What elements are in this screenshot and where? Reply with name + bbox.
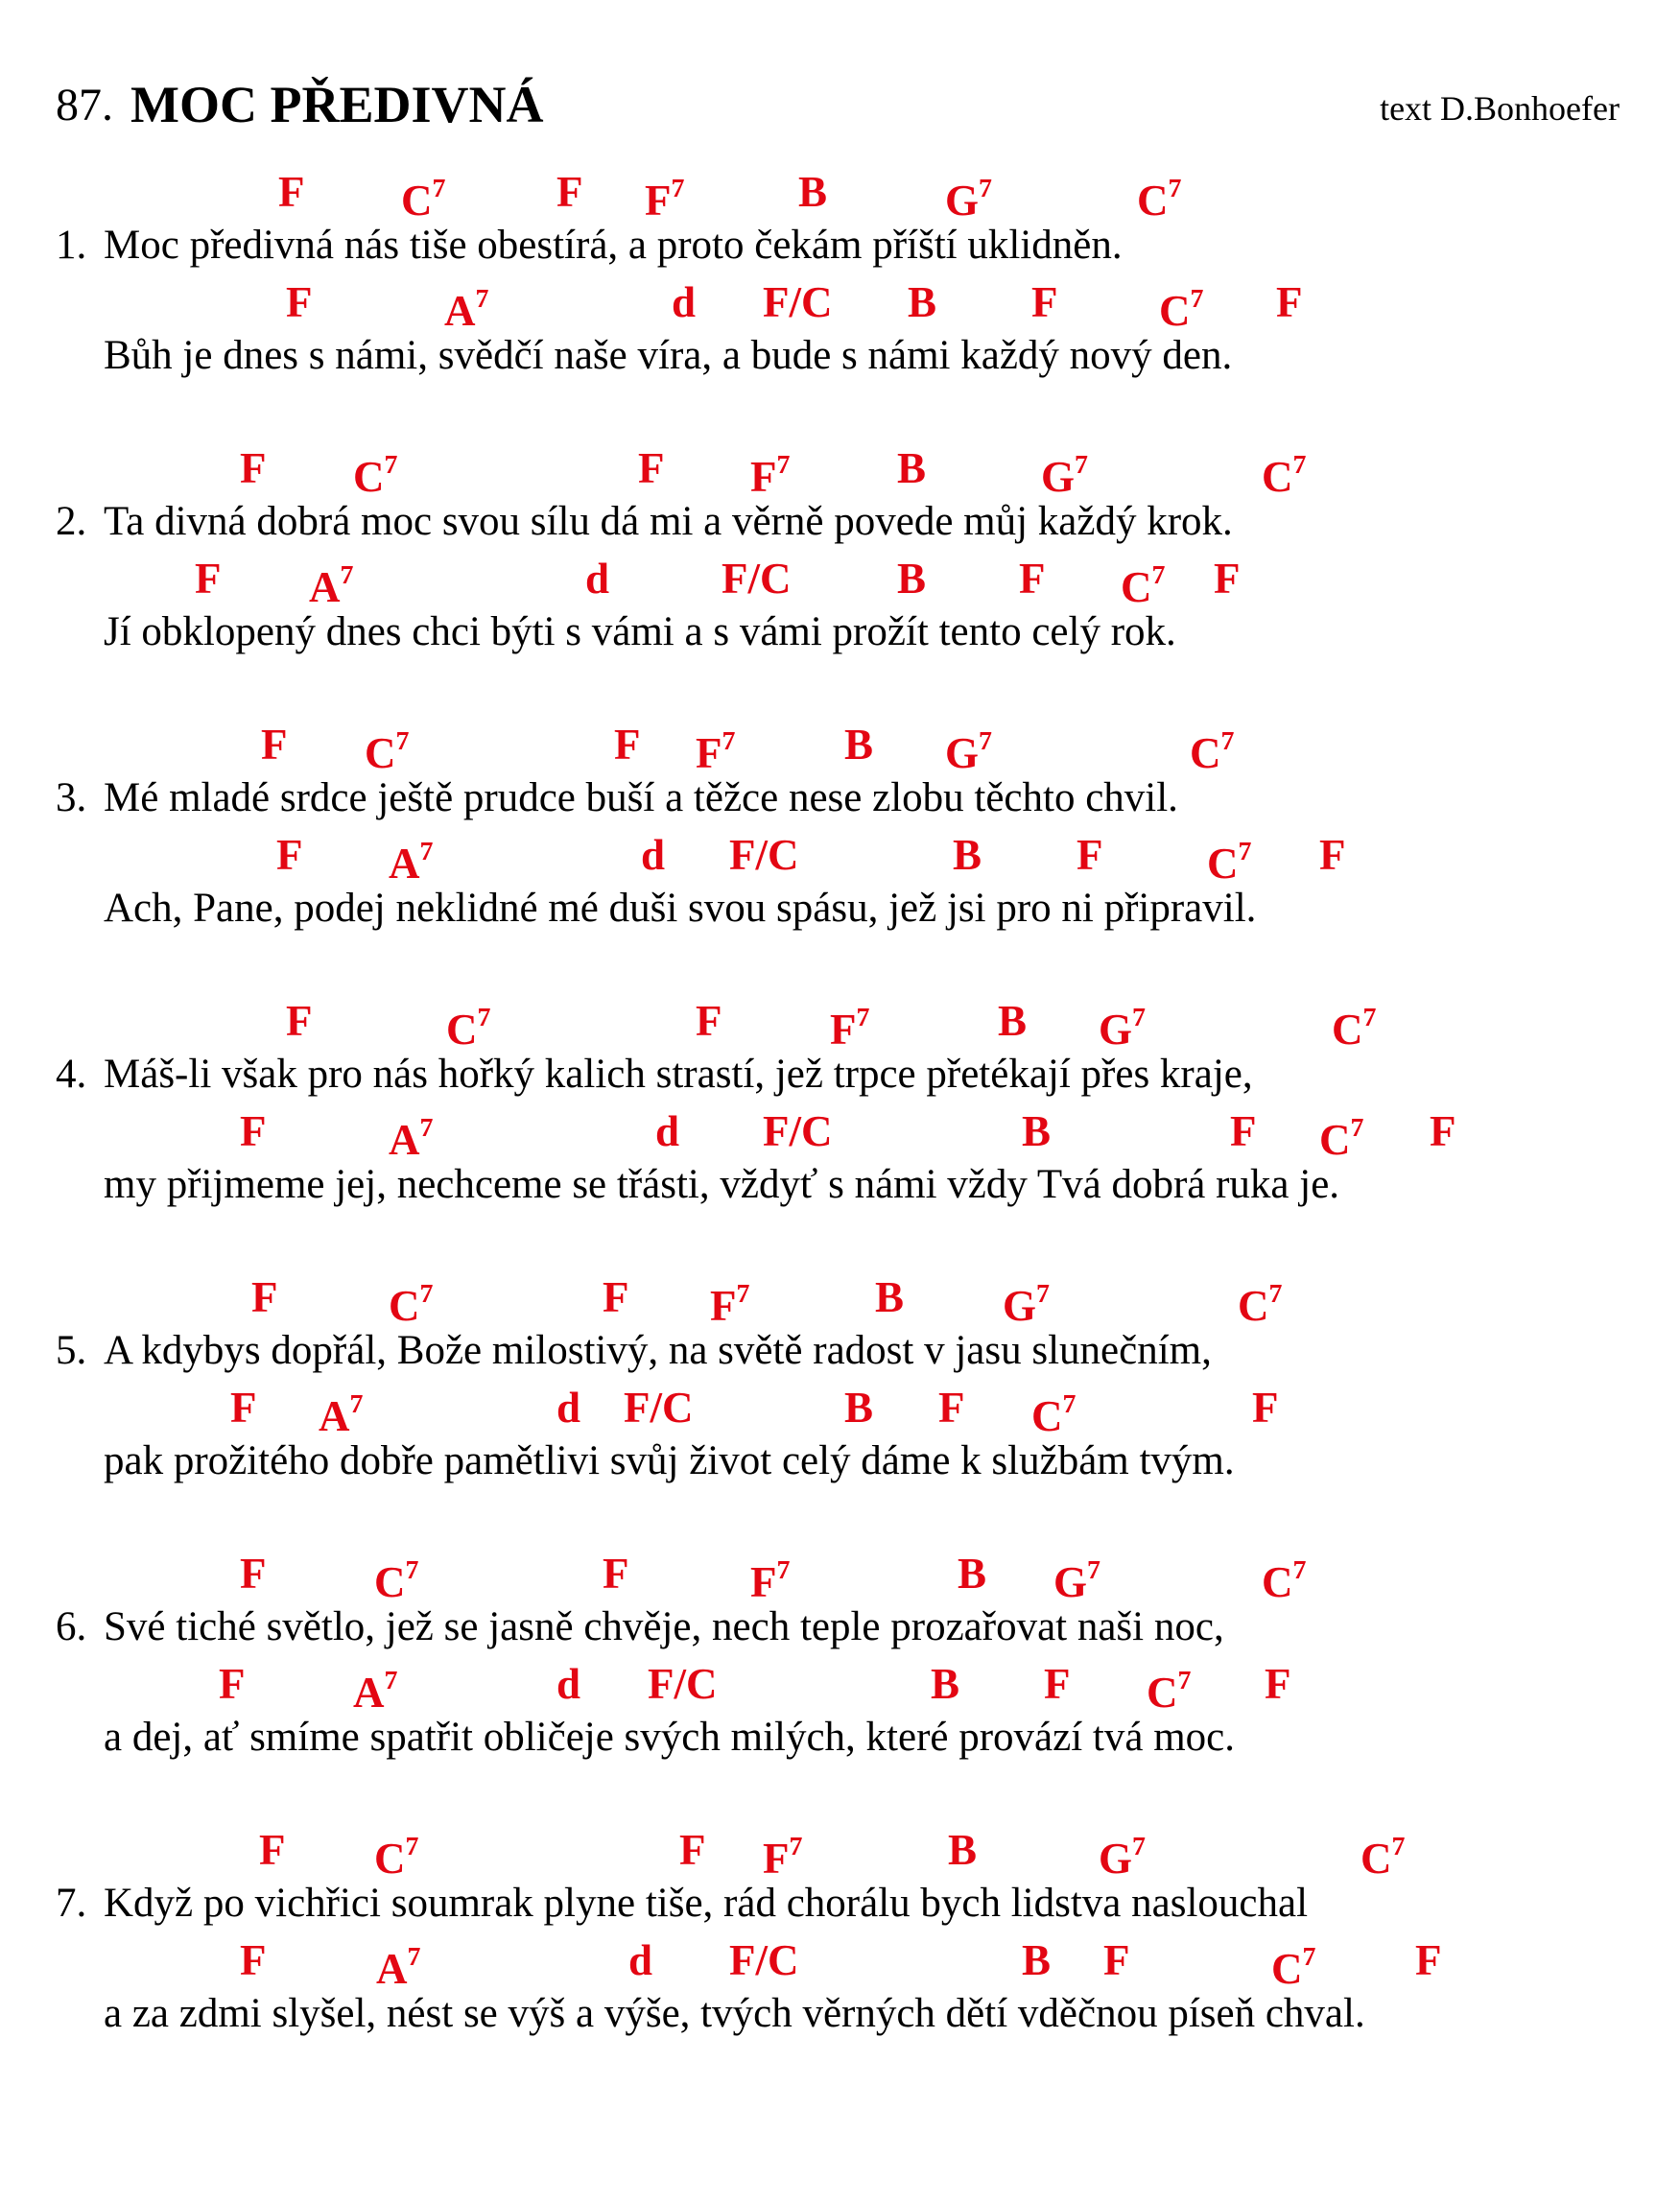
chord: B bbox=[897, 555, 927, 603]
chord: $C^7$ bbox=[353, 450, 398, 501]
chord-row bbox=[56, 163, 1629, 225]
chord: d bbox=[628, 1936, 653, 1984]
chord: F bbox=[1077, 831, 1103, 879]
chord-row bbox=[56, 716, 1629, 777]
lyric-text: pak prožitého dobře pamětlivi svůj život celý dáme k službám tvým. bbox=[104, 1438, 1235, 1483]
chord-row bbox=[56, 992, 1629, 1054]
chord: F bbox=[240, 1107, 267, 1155]
chord-row bbox=[56, 1931, 1629, 1993]
chord: $F^7$ bbox=[645, 174, 685, 225]
chord: $G^7$ bbox=[1099, 1832, 1146, 1883]
lyric-line bbox=[56, 550, 1629, 660]
chord: F bbox=[276, 831, 303, 879]
chord: F bbox=[278, 168, 305, 216]
stanza-7 bbox=[56, 1821, 1629, 2097]
lyric-text: a dej, ať smíme spatřit obličeje svých milých, které provází tvá moc. bbox=[104, 1715, 1235, 1760]
song-header bbox=[56, 75, 1620, 142]
chord: F bbox=[1031, 278, 1058, 326]
chord-row bbox=[56, 1545, 1629, 1606]
chord-row bbox=[56, 1268, 1629, 1330]
chord: F bbox=[1230, 1107, 1257, 1155]
stanza-5 bbox=[56, 1268, 1629, 1545]
chord: $C^7$ bbox=[1159, 284, 1204, 335]
chord: $C^7$ bbox=[1137, 174, 1182, 225]
lyric-line bbox=[56, 716, 1629, 826]
chord: $C^7$ bbox=[1121, 560, 1166, 611]
chord: B bbox=[953, 831, 982, 879]
chord-row bbox=[56, 439, 1629, 501]
lyric-line bbox=[56, 163, 1629, 273]
chord: $A^7$ bbox=[376, 1942, 421, 1993]
chord-row bbox=[56, 550, 1629, 611]
chord-row bbox=[56, 1102, 1629, 1164]
chord: $C^7$ bbox=[1190, 726, 1235, 777]
chord: F bbox=[638, 444, 665, 492]
chord: $A^7$ bbox=[353, 1666, 398, 1717]
chord: $C^7$ bbox=[1031, 1389, 1077, 1440]
chord: B bbox=[948, 1826, 978, 1874]
chord: F bbox=[603, 1550, 629, 1598]
chord: $C^7$ bbox=[1262, 1555, 1307, 1606]
chord: B bbox=[1022, 1107, 1052, 1155]
chord: $A^7$ bbox=[309, 560, 354, 611]
stanza-number: 6. bbox=[56, 1604, 87, 1649]
lyric-line bbox=[56, 273, 1629, 384]
lyric-line bbox=[56, 1655, 1629, 1766]
stanza-number: 2. bbox=[56, 499, 87, 544]
lyric-line bbox=[56, 1545, 1629, 1655]
stanza-4 bbox=[56, 992, 1629, 1268]
chord: $F^7$ bbox=[830, 1003, 870, 1054]
stanza-number: 4. bbox=[56, 1052, 87, 1097]
stanza-number: 3. bbox=[56, 775, 87, 820]
chord: F bbox=[556, 168, 583, 216]
stanza-number: 7. bbox=[56, 1881, 87, 1926]
chord: $C^7$ bbox=[389, 1279, 434, 1330]
chord: F/C bbox=[624, 1384, 694, 1432]
chord: $C^7$ bbox=[1262, 450, 1307, 501]
chord-row bbox=[56, 1821, 1629, 1883]
lyric-text: Ach, Pane, podej neklidné mé duši svou spásu, jež jsi pro ni připravil. bbox=[104, 886, 1257, 931]
chord: F bbox=[219, 1660, 246, 1708]
chord: F bbox=[1103, 1936, 1130, 1984]
chord: F bbox=[230, 1384, 257, 1432]
chord: F bbox=[240, 1936, 267, 1984]
lyric-text: my přijmeme jej, nechceme se třásti, vždyť s námi vždy Tvá dobrá ruka je. bbox=[104, 1162, 1340, 1207]
chord: F bbox=[1430, 1107, 1456, 1155]
chord: $C^7$ bbox=[446, 1003, 491, 1054]
chord: $F^7$ bbox=[750, 1555, 791, 1606]
lyric-text: 2. Ta divná dobrá moc svou sílu dá mi a věrně povede můj každý krok. bbox=[56, 495, 1233, 549]
chord-row bbox=[56, 826, 1629, 888]
chord: F bbox=[1019, 555, 1046, 603]
lyric-text: 4. Máš-li však pro nás hořký kalich strastí, jež trpce přetékají přes kraje, bbox=[56, 1048, 1253, 1102]
chord: $C^7$ bbox=[1361, 1832, 1406, 1883]
chord: F bbox=[240, 444, 267, 492]
chord: F/C bbox=[763, 278, 833, 326]
chord: F bbox=[1214, 555, 1241, 603]
chord: d bbox=[556, 1384, 581, 1432]
chord: B bbox=[958, 1550, 987, 1598]
lyric-text: Jí obklopený dnes chci býti s vámi a s vámi prožít tento celý rok. bbox=[104, 609, 1176, 654]
chord: B bbox=[844, 1384, 874, 1432]
lyric-text: Bůh je dnes s námi, svědčí naše víra, a bude s námi každý nový den. bbox=[104, 333, 1233, 378]
stanza-6 bbox=[56, 1545, 1629, 1821]
chord: d bbox=[641, 831, 666, 879]
chord: F bbox=[286, 278, 313, 326]
chord: F bbox=[1044, 1660, 1071, 1708]
chord: $F^7$ bbox=[763, 1832, 803, 1883]
lyric-line bbox=[56, 1379, 1629, 1489]
chord: F/C bbox=[763, 1107, 833, 1155]
chord-row bbox=[56, 1655, 1629, 1717]
chord: F bbox=[696, 997, 722, 1045]
chord: F bbox=[261, 721, 288, 769]
chord: F bbox=[1252, 1384, 1279, 1432]
chord: B bbox=[844, 721, 874, 769]
chord: F bbox=[195, 555, 222, 603]
lyric-text: 6. Své tiché světlo, jež se jasně chvěje, nech teple prozařovat naši noc, bbox=[56, 1600, 1224, 1654]
chord: $C^7$ bbox=[1319, 1113, 1364, 1164]
song-title: MOC PŘEDIVNÁ bbox=[130, 76, 544, 133]
lyric-text: 5. A kdybys dopřál, Bože milostivý, na světě radost v jasu slunečním, bbox=[56, 1324, 1212, 1378]
chord: $A^7$ bbox=[389, 837, 434, 888]
chord: B bbox=[798, 168, 828, 216]
lyric-line bbox=[56, 1821, 1629, 1931]
chord: F bbox=[603, 1273, 629, 1321]
stanza-number: 1. bbox=[56, 223, 87, 268]
chord: $G^7$ bbox=[1003, 1279, 1050, 1330]
chord: F/C bbox=[648, 1660, 718, 1708]
chord: F bbox=[259, 1826, 286, 1874]
song-number: 87. bbox=[56, 80, 113, 130]
chord: $C^7$ bbox=[1238, 1279, 1283, 1330]
chord: B bbox=[931, 1660, 960, 1708]
lyric-line bbox=[56, 1102, 1629, 1213]
chord: $F^7$ bbox=[750, 450, 791, 501]
chord: $C^7$ bbox=[1147, 1666, 1192, 1717]
chord: F bbox=[1265, 1660, 1291, 1708]
chord: d bbox=[672, 278, 697, 326]
stanza-number: 5. bbox=[56, 1328, 87, 1373]
chord: $G^7$ bbox=[945, 726, 992, 777]
chord: $A^7$ bbox=[444, 284, 489, 335]
lyric-line bbox=[56, 1931, 1629, 2042]
lyric-text: 7. Když po vichřici soumrak plyne tiše, rád chorálu bych lidstva naslouchal bbox=[56, 1877, 1308, 1931]
chord: F bbox=[679, 1826, 706, 1874]
lyrics-author: text D.Bonhoefer bbox=[1380, 89, 1620, 128]
stanza-3 bbox=[56, 716, 1629, 992]
lyric-line bbox=[56, 992, 1629, 1102]
lyric-text: 1. Moc předivná nás tiše obestírá, a proto čekám příští uklidněn. bbox=[56, 219, 1123, 273]
chord-row bbox=[56, 1379, 1629, 1440]
chord: F bbox=[614, 721, 641, 769]
chord: F bbox=[251, 1273, 278, 1321]
stanza-2 bbox=[56, 439, 1629, 716]
chord: d bbox=[585, 555, 610, 603]
chord: $C^7$ bbox=[1271, 1942, 1316, 1993]
chord: B bbox=[998, 997, 1028, 1045]
chord-row bbox=[56, 273, 1629, 335]
chord: F bbox=[1276, 278, 1303, 326]
chord: F bbox=[1415, 1936, 1442, 1984]
chord: $F^7$ bbox=[710, 1279, 750, 1330]
lyric-line bbox=[56, 439, 1629, 550]
chord: B bbox=[875, 1273, 905, 1321]
chord: F bbox=[286, 997, 313, 1045]
chord: $C^7$ bbox=[1332, 1003, 1377, 1054]
chord: F/C bbox=[722, 555, 792, 603]
chord: $G^7$ bbox=[1053, 1555, 1100, 1606]
stanza-1 bbox=[56, 163, 1629, 439]
song-stanzas bbox=[56, 163, 1629, 2097]
chord: $A^7$ bbox=[319, 1389, 364, 1440]
chord: F/C bbox=[729, 1936, 799, 1984]
chord: $C^7$ bbox=[401, 174, 446, 225]
chord: F bbox=[1319, 831, 1346, 879]
chord: $A^7$ bbox=[389, 1113, 434, 1164]
lyric-line bbox=[56, 1268, 1629, 1379]
chord: $C^7$ bbox=[365, 726, 410, 777]
chord: B bbox=[1022, 1936, 1052, 1984]
lyric-text: a za zdmi slyšel, nést se výš a výše, tvých věrných dětí vděčnou píseň chval. bbox=[104, 1991, 1365, 2036]
chord: $C^7$ bbox=[374, 1555, 419, 1606]
chord: $C^7$ bbox=[1207, 837, 1252, 888]
chord: F bbox=[938, 1384, 965, 1432]
lyric-line bbox=[56, 826, 1629, 936]
chord: $C^7$ bbox=[374, 1832, 419, 1883]
chord: $G^7$ bbox=[1041, 450, 1088, 501]
lyric-text: 3. Mé mladé srdce ještě prudce buší a těžce nese zlobu těchto chvil. bbox=[56, 771, 1178, 825]
chord: d bbox=[556, 1660, 581, 1708]
chord: F/C bbox=[729, 831, 799, 879]
chord: $G^7$ bbox=[1099, 1003, 1146, 1054]
chord: d bbox=[655, 1107, 680, 1155]
chord: $F^7$ bbox=[696, 726, 736, 777]
chord: F bbox=[240, 1550, 267, 1598]
chord: B bbox=[908, 278, 937, 326]
chord: B bbox=[897, 444, 927, 492]
chord: $G^7$ bbox=[945, 174, 992, 225]
